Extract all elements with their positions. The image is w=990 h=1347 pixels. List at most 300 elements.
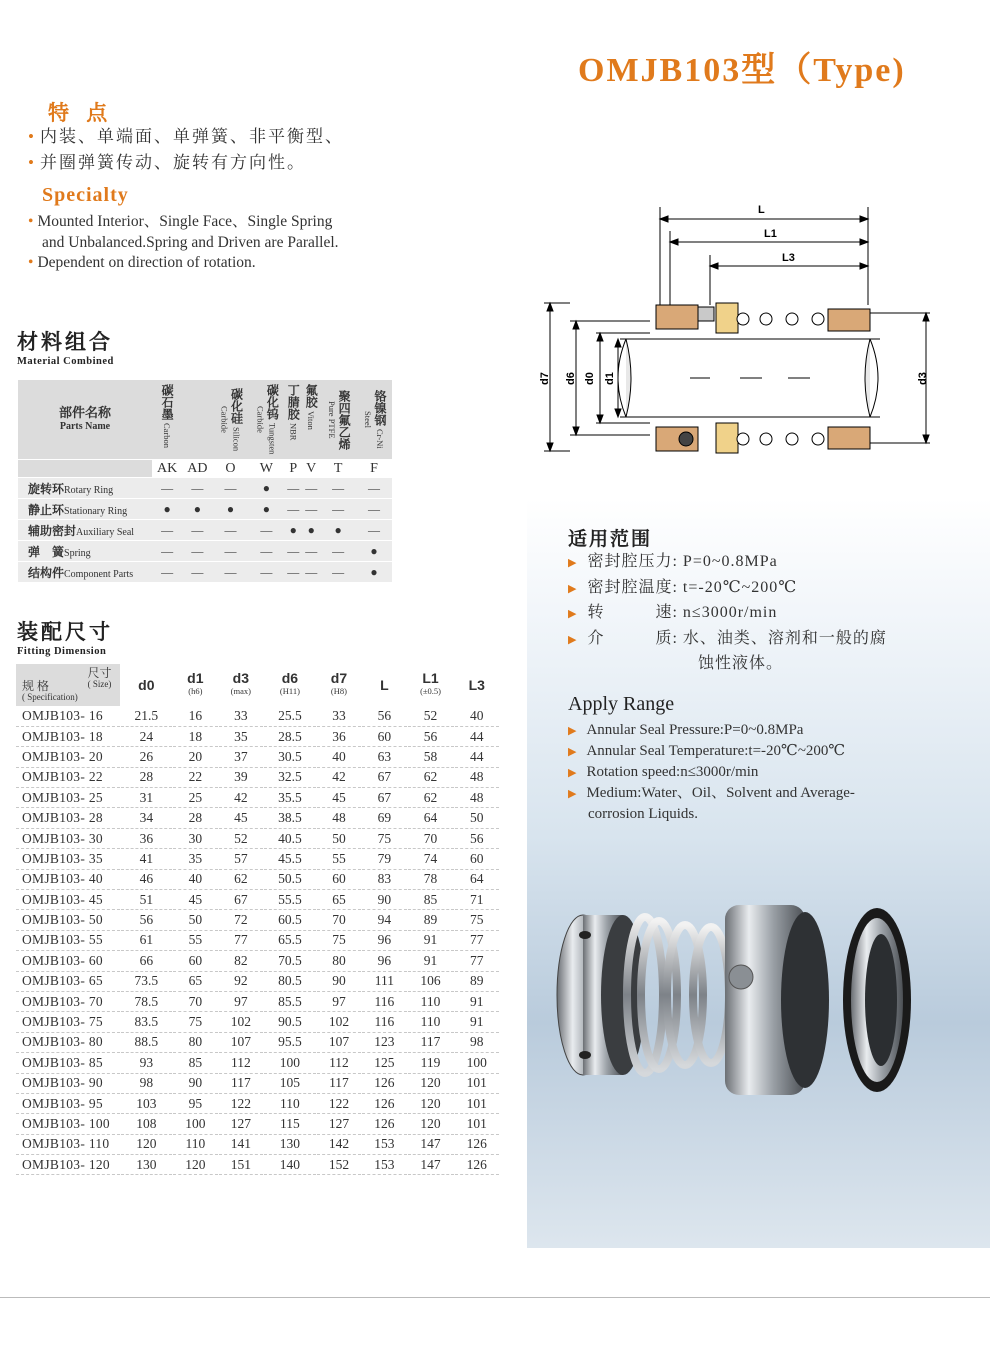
table-row xyxy=(16,767,500,787)
dimension-cell: 80.5 xyxy=(264,971,317,991)
dimension-cell: 103 xyxy=(120,1093,173,1113)
dimension-cell: 55.5 xyxy=(264,890,317,910)
list-item: • Mounted Interior、Single Face、Single Spring xyxy=(28,213,333,230)
dimension-cell: 79 xyxy=(362,849,407,869)
dimension-cell: 96 xyxy=(362,951,407,971)
materials-heading: 材料组合 Material Combined xyxy=(17,330,114,367)
dimension-cell: 90 xyxy=(362,890,407,910)
dimension-cell: 110 xyxy=(173,1134,218,1154)
dimension-cell: 20 xyxy=(173,747,218,767)
table-row xyxy=(16,1093,500,1113)
arrow-icon: ▶ xyxy=(568,767,577,779)
arrow-icon: ▶ xyxy=(568,557,578,569)
dimension-cell: 56 xyxy=(407,726,454,746)
material-mark: — xyxy=(152,562,182,583)
dimension-cell: 93 xyxy=(120,1053,173,1073)
dimension-cell: 101 xyxy=(454,1093,500,1113)
dimension-cell: 122 xyxy=(218,1093,264,1113)
dimension-cell: 77 xyxy=(454,951,500,971)
dimension-cell: 85.5 xyxy=(264,991,317,1011)
material-mark: — xyxy=(284,499,302,520)
dimension-cell: 120 xyxy=(407,1093,454,1113)
dimension-cell: 89 xyxy=(407,910,454,930)
dimension-cell: 85 xyxy=(173,1053,218,1073)
dimension-cell: 25 xyxy=(173,788,218,808)
dim-label-L: L xyxy=(758,204,765,216)
dimension-cell: 102 xyxy=(316,1012,361,1032)
dimension-cell: 151 xyxy=(218,1155,264,1175)
bullet-icon: • xyxy=(28,254,34,271)
dimension-cell: 115 xyxy=(264,1114,317,1134)
dimension-cell: 30 xyxy=(173,828,218,848)
spec-cell: OMJB103- 30 xyxy=(16,828,120,848)
dimension-cell: 78 xyxy=(407,869,454,889)
list-item: ▶ 密封腔温度: t=-20℃~200℃ xyxy=(568,578,798,596)
table-row xyxy=(16,1155,500,1175)
dimension-cell: 73.5 xyxy=(120,971,173,991)
dimension-cell: 70 xyxy=(316,910,361,930)
dimension-cell: 75 xyxy=(362,828,407,848)
dimension-cell: 48 xyxy=(454,788,500,808)
dimension-cell: 117 xyxy=(316,1073,361,1093)
material-mark: — xyxy=(182,562,212,583)
dimension-cell: 80 xyxy=(173,1032,218,1052)
dimension-cell: 63 xyxy=(362,747,407,767)
table-row xyxy=(18,562,392,583)
table-footer-row xyxy=(16,1175,500,1193)
dimension-cell: 48 xyxy=(454,767,500,787)
list-item: ▶ 转 速: n≤3000r/min xyxy=(568,604,778,621)
specialty-title: Specialty xyxy=(42,184,129,206)
dimension-cell: 117 xyxy=(218,1073,264,1093)
dimension-cell: 33 xyxy=(316,706,361,726)
dimension-cell: 88.5 xyxy=(120,1032,173,1052)
dimension-cell: 33 xyxy=(218,706,264,726)
dimension-cell: 142 xyxy=(316,1134,361,1154)
material-mark: — xyxy=(248,541,284,562)
arrow-icon: ▶ xyxy=(568,746,577,758)
dimension-cell: 91 xyxy=(407,951,454,971)
dimension-cell: 24 xyxy=(120,726,173,746)
dimension-cell: 58 xyxy=(407,747,454,767)
dimension-cell: 98 xyxy=(454,1032,500,1052)
table-row xyxy=(18,478,392,499)
table-row xyxy=(16,930,500,950)
dimension-cell: 57 xyxy=(218,849,264,869)
dimension-cell: 78.5 xyxy=(120,991,173,1011)
dimension-cell: 102 xyxy=(218,1012,264,1032)
dimension-cell: 107 xyxy=(218,1032,264,1052)
material-mark: — xyxy=(356,478,392,499)
dim-label-d1: d1 xyxy=(604,372,616,385)
features-title: 特 点 xyxy=(48,101,114,125)
dimension-cell: 108 xyxy=(120,1114,173,1134)
dimension-cell: 70 xyxy=(173,991,218,1011)
dimension-cell: 55 xyxy=(316,849,361,869)
dimension-cell: 77 xyxy=(454,930,500,950)
spec-cell: OMJB103- 28 xyxy=(16,808,120,828)
dimension-cell: 39 xyxy=(218,767,264,787)
page-title: OMJB103型（Type) xyxy=(578,52,906,89)
dimension-cell: 50.5 xyxy=(264,869,317,889)
material-mark: ● xyxy=(248,478,284,499)
dimension-cell: 77 xyxy=(218,930,264,950)
part-name: 结构件Component Parts xyxy=(18,562,152,583)
dimension-cell: 42 xyxy=(316,767,361,787)
dimension-cell: 50 xyxy=(316,828,361,848)
dimension-cell: 153 xyxy=(362,1134,407,1154)
dimension-cell: 97 xyxy=(218,991,264,1011)
dimension-cell: 37 xyxy=(218,747,264,767)
dimension-cell: 52 xyxy=(218,828,264,848)
spec-cell: OMJB103- 85 xyxy=(16,1053,120,1073)
dimension-cell: 100 xyxy=(264,1053,317,1073)
dimension-cell: 36 xyxy=(316,726,361,746)
dimension-cell: 45.5 xyxy=(264,849,317,869)
dimension-cell: 90 xyxy=(173,1073,218,1093)
dimension-cell: 91 xyxy=(454,1012,500,1032)
list-item: ▶ 密封腔压力: P=0~0.8MPa xyxy=(568,553,778,570)
dimension-cell: 21.5 xyxy=(120,706,173,726)
arrow-icon: ▶ xyxy=(568,582,578,595)
dimension-cell: 62 xyxy=(407,767,454,787)
dimension-cell: 45 xyxy=(316,788,361,808)
dimension-cell: 83 xyxy=(362,869,407,889)
dimension-cell: 60 xyxy=(362,726,407,746)
dimension-cell: 34 xyxy=(120,808,173,828)
dimension-cell: 62 xyxy=(407,788,454,808)
dimension-cell: 83.5 xyxy=(120,1012,173,1032)
dimension-cell: 35 xyxy=(218,726,264,746)
list-item: ▶ Medium:Water、Oil、Solvent and Average- xyxy=(568,785,855,801)
dimension-cell: 122 xyxy=(316,1093,361,1113)
material-mark: — xyxy=(213,541,249,562)
dimension-cell: 50 xyxy=(173,910,218,930)
dimension-cell: 67 xyxy=(362,788,407,808)
material-mark: — xyxy=(284,562,302,583)
dimension-cell: 26 xyxy=(120,747,173,767)
dimension-cell: 125 xyxy=(362,1053,407,1073)
materials-header-row: 部件名称 Parts Name 碳石墨 Carbon 碳化硅 Silicon Carbide 碳化钨 Tungsten Carbide 丁腈胶 NBR 氟胶 Viton 聚四氟乙烯 Pure PTFE 铬镍钢 Cr-Ni Steel xyxy=(18,380,392,460)
dimension-cell: 60 xyxy=(173,951,218,971)
dimension-cell: 45 xyxy=(218,808,264,828)
dimension-cell: 112 xyxy=(218,1053,264,1073)
dimension-cell: 28 xyxy=(173,808,218,828)
table-row xyxy=(16,991,500,1011)
material-mark: — xyxy=(213,562,249,583)
material-mark: — xyxy=(152,541,182,562)
list-item: ▶ 介 质: 水、油类、溶剂和一般的腐 xyxy=(568,629,887,647)
table-row xyxy=(18,541,392,562)
dimension-cell: 41 xyxy=(120,849,173,869)
dimension-cell: 44 xyxy=(454,747,500,767)
dimension-cell: 67 xyxy=(362,767,407,787)
dimension-cell: 66 xyxy=(120,951,173,971)
dimension-cell: 94 xyxy=(362,910,407,930)
dimension-cell: 98 xyxy=(120,1073,173,1093)
dimension-cell: 71 xyxy=(454,890,500,910)
material-mark: — xyxy=(248,562,284,583)
material-mark: ● xyxy=(182,499,212,520)
table-row xyxy=(16,1032,500,1052)
spec-cell: OMJB103- 55 xyxy=(16,930,120,950)
fitting-heading: 装配尺寸 Fitting Dimension xyxy=(17,620,113,657)
dimension-cell: 85 xyxy=(407,890,454,910)
list-item: ▶ Annular Seal Temperature:t=-20℃~200℃ xyxy=(568,743,846,759)
dimension-cell: 141 xyxy=(218,1134,264,1154)
dimension-cell: 147 xyxy=(407,1155,454,1175)
dimension-cell: 107 xyxy=(316,1032,361,1052)
dimension-cell: 65.5 xyxy=(264,930,317,950)
table-row xyxy=(16,971,500,991)
material-mark: ● xyxy=(320,520,356,541)
spec-cell: OMJB103- 60 xyxy=(16,951,120,971)
dimension-cell: 152 xyxy=(316,1155,361,1175)
part-name: 辅助密封Auxiliary Seal xyxy=(18,520,152,541)
dimension-cell: 64 xyxy=(407,808,454,828)
dimension-cell: 120 xyxy=(173,1155,218,1175)
dimension-cell: 55 xyxy=(173,930,218,950)
dimension-cell: 117 xyxy=(407,1032,454,1052)
dimension-cell: 40.5 xyxy=(264,828,317,848)
dimension-cell: 126 xyxy=(362,1093,407,1113)
dimension-cell: 52 xyxy=(407,706,454,726)
arrow-icon: ▶ xyxy=(568,633,578,646)
dimension-cell: 40 xyxy=(454,706,500,726)
material-mark: ● xyxy=(213,499,249,520)
dimension-cell: 95 xyxy=(173,1093,218,1113)
dimension-cell: 25.5 xyxy=(264,706,317,726)
dimension-cell: 50 xyxy=(454,808,500,828)
dimension-cell: 60 xyxy=(454,849,500,869)
spec-cell: OMJB103- 18 xyxy=(16,726,120,746)
dimension-cell: 119 xyxy=(407,1053,454,1073)
spec-cell: OMJB103- 65 xyxy=(16,971,120,991)
dimension-cell: 62 xyxy=(218,869,264,889)
arrow-icon: ▶ xyxy=(568,608,578,620)
dimension-cell: 91 xyxy=(407,930,454,950)
dimension-cell: 46 xyxy=(120,869,173,889)
dimension-cell: 140 xyxy=(264,1155,317,1175)
dimension-cell: 116 xyxy=(362,1012,407,1032)
dimension-cell: 35.5 xyxy=(264,788,317,808)
spec-cell: OMJB103- 110 xyxy=(16,1134,120,1154)
material-mark: ● xyxy=(356,562,392,583)
spec-cell: OMJB103- 95 xyxy=(16,1093,120,1113)
material-mark: — xyxy=(213,478,249,499)
spec-cell: OMJB103- 45 xyxy=(16,890,120,910)
dimension-cell: 112 xyxy=(316,1053,361,1073)
dimension-cell: 45 xyxy=(173,890,218,910)
spec-cell: OMJB103- 100 xyxy=(16,1114,120,1134)
bullet-icon: • xyxy=(28,127,36,146)
material-mark: — xyxy=(302,478,320,499)
dim-label-d0: d0 xyxy=(584,372,596,385)
dim-label-L1: L1 xyxy=(764,228,777,240)
list-item: ▶ Rotation speed:n≤3000r/min xyxy=(568,764,759,780)
spec-size-header: 尺寸 ( Size) 规 格 ( Specification) xyxy=(16,664,120,706)
material-mark: — xyxy=(284,478,302,499)
table-row xyxy=(16,1053,500,1073)
dimension-cell: 127 xyxy=(218,1114,264,1134)
material-mark: — xyxy=(320,541,356,562)
dimension-cell: 123 xyxy=(362,1032,407,1052)
arrow-icon: ▶ xyxy=(568,725,577,737)
dimension-cell: 111 xyxy=(362,971,407,991)
dimension-cell: 30.5 xyxy=(264,747,317,767)
dimension-cell: 91 xyxy=(454,991,500,1011)
material-mark: — xyxy=(248,520,284,541)
dimension-cell: 64 xyxy=(454,869,500,889)
list-item: corrosion Liquids. xyxy=(588,806,698,822)
spec-cell: OMJB103- 70 xyxy=(16,991,120,1011)
dimension-cell: 105 xyxy=(264,1073,317,1093)
dimension-cell: 89 xyxy=(454,971,500,991)
material-mark: — xyxy=(320,478,356,499)
dimension-cell: 36 xyxy=(120,828,173,848)
material-mark: — xyxy=(356,520,392,541)
dim-label-L3: L3 xyxy=(782,252,795,264)
dimension-cell: 56 xyxy=(454,828,500,848)
dimension-cell: 16 xyxy=(173,706,218,726)
dimension-cell: 101 xyxy=(454,1073,500,1093)
dimension-cell: 126 xyxy=(362,1073,407,1093)
table-row xyxy=(16,1073,500,1093)
dimension-cell: 56 xyxy=(120,910,173,930)
dimension-cell: 75 xyxy=(454,910,500,930)
dimension-cell: 96 xyxy=(362,930,407,950)
dimension-cell: 56 xyxy=(362,706,407,726)
dimension-cell: 120 xyxy=(407,1073,454,1093)
dimension-cell: 35 xyxy=(173,849,218,869)
apply-list-cn xyxy=(568,550,887,677)
dimension-cell: 75 xyxy=(316,930,361,950)
material-mark: — xyxy=(182,478,212,499)
dimension-cell: 147 xyxy=(407,1134,454,1154)
dimension-cell: 90.5 xyxy=(264,1012,317,1032)
dim-label-d3: d3 xyxy=(917,372,929,385)
arrow-icon: ▶ xyxy=(568,788,577,800)
material-mark: — xyxy=(182,541,212,562)
table-row xyxy=(16,1012,500,1032)
seal-cross-section-diagram xyxy=(530,195,950,465)
material-mark: — xyxy=(320,499,356,520)
dimension-cell: 82 xyxy=(218,951,264,971)
bullet-icon: • xyxy=(28,153,36,172)
dimension-cell: 70 xyxy=(407,828,454,848)
dimension-cell: 130 xyxy=(264,1134,317,1154)
list-item: ▶ Annular Seal Pressure:P=0~0.8MPa xyxy=(568,722,804,738)
dimension-cell: 130 xyxy=(120,1155,173,1175)
material-mark: — xyxy=(302,541,320,562)
dimension-cell: 74 xyxy=(407,849,454,869)
table-row xyxy=(16,849,500,869)
table-row xyxy=(16,890,500,910)
dimension-cell: 38.5 xyxy=(264,808,317,828)
list-item: • 内装、单端面、单弹簧、非平衡型、 xyxy=(28,127,344,146)
dimension-cell: 40 xyxy=(316,747,361,767)
spec-cell: OMJB103- 75 xyxy=(16,1012,120,1032)
dimension-cell: 120 xyxy=(407,1114,454,1134)
table-row xyxy=(16,747,500,767)
spec-cell: OMJB103- 50 xyxy=(16,910,120,930)
list-item: • Dependent on direction of rotation. xyxy=(28,254,256,271)
dimension-cell: 120 xyxy=(120,1134,173,1154)
features-list-cn xyxy=(28,124,344,176)
dimension-cell: 101 xyxy=(454,1114,500,1134)
list-item: 蚀性液体。 xyxy=(698,655,784,672)
dimension-cell: 22 xyxy=(173,767,218,787)
material-mark: — xyxy=(213,520,249,541)
apply-list-en xyxy=(568,720,855,824)
dimension-cell: 100 xyxy=(454,1053,500,1073)
table-row xyxy=(16,788,500,808)
dimension-cell: 126 xyxy=(454,1155,500,1175)
dim-label-d7: d7 xyxy=(539,372,551,385)
spec-cell: OMJB103- 22 xyxy=(16,767,120,787)
dimension-cell: 69 xyxy=(362,808,407,828)
material-mark: ● xyxy=(356,541,392,562)
mechanical-seal-product-image xyxy=(545,895,945,1125)
table-row xyxy=(18,520,392,541)
dimension-cell: 110 xyxy=(407,991,454,1011)
table-row xyxy=(16,726,500,746)
material-mark: ● xyxy=(152,499,182,520)
dimension-cell: 110 xyxy=(407,1012,454,1032)
dimension-cell: 18 xyxy=(173,726,218,746)
dimension-cell: 116 xyxy=(362,991,407,1011)
dimension-cell: 72 xyxy=(218,910,264,930)
material-mark: — xyxy=(182,520,212,541)
dimension-cell: 126 xyxy=(454,1134,500,1154)
fitting-table xyxy=(16,664,500,1193)
apply-title-en: Apply Range xyxy=(568,693,675,715)
spec-cell: OMJB103- 40 xyxy=(16,869,120,889)
dimension-cell: 28.5 xyxy=(264,726,317,746)
dimension-cell: 90 xyxy=(316,971,361,991)
part-name: 旋转环Rotary Ring xyxy=(18,478,152,499)
features-list-en xyxy=(28,212,339,274)
dim-label-d6: d6 xyxy=(565,372,577,385)
list-item: and Unbalanced.Spring and Driven are Parallel. xyxy=(42,233,339,251)
dimension-cell: 31 xyxy=(120,788,173,808)
table-row xyxy=(18,499,392,520)
materials-table xyxy=(18,380,392,583)
dimension-cell: 126 xyxy=(362,1114,407,1134)
spec-cell: OMJB103- 20 xyxy=(16,747,120,767)
dimension-cell: 44 xyxy=(454,726,500,746)
material-mark: — xyxy=(152,478,182,499)
dimension-cell: 106 xyxy=(407,971,454,991)
dimension-cell: 110 xyxy=(264,1093,317,1113)
material-mark: — xyxy=(152,520,182,541)
dimension-cell: 75 xyxy=(173,1012,218,1032)
material-mark: — xyxy=(320,562,356,583)
dimension-cell: 40 xyxy=(173,869,218,889)
dimension-cell: 65 xyxy=(316,890,361,910)
dimension-cell: 67 xyxy=(218,890,264,910)
material-mark: ● xyxy=(302,520,320,541)
dimension-cell: 92 xyxy=(218,971,264,991)
table-row xyxy=(16,808,500,828)
dimension-cell: 97 xyxy=(316,991,361,1011)
table-row xyxy=(16,1134,500,1154)
materials-code-row: AK AD O W P V T F xyxy=(18,460,392,478)
material-mark: — xyxy=(302,562,320,583)
material-mark: — xyxy=(356,499,392,520)
dimension-cell: 51 xyxy=(120,890,173,910)
spec-cell: OMJB103- 25 xyxy=(16,788,120,808)
